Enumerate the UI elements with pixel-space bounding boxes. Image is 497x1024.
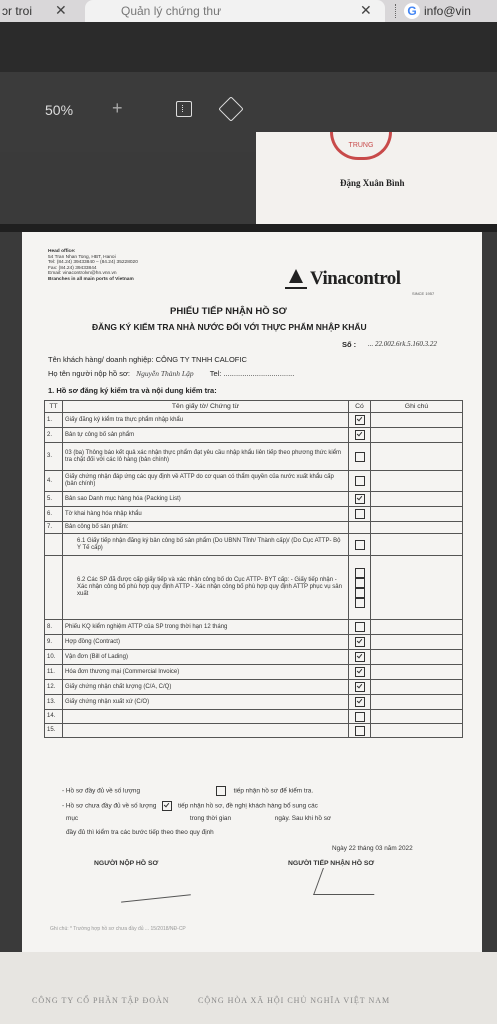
head-office-line: Fax: (84.24) 39433844 [48, 265, 97, 271]
tab-gmail[interactable] [400, 0, 497, 22]
table-row [45, 695, 463, 710]
next-page-right-header: CỘNG HÒA XÃ HỘI CHỦ NGHĨA VIỆT NAM [198, 996, 391, 1005]
table-row [45, 522, 463, 534]
table-row [45, 650, 463, 665]
checkbox-checked[interactable] [162, 801, 172, 811]
table-row [45, 492, 463, 507]
logo-since: SINCE 1957 [412, 291, 435, 296]
checkbox-checked[interactable] [355, 697, 365, 707]
tab-quan-ly-label: Quản lý chứng thư [121, 4, 222, 18]
close-icon[interactable]: ✕ [360, 2, 372, 18]
footnote-text: Ghi chú: * Trường hợp hồ sơ chưa đầy đủ ... 15/2018/NĐ-CP [50, 926, 186, 932]
row-name [63, 724, 349, 738]
row-tt: 2. [45, 428, 63, 443]
fit-page-icon[interactable] [176, 101, 192, 117]
row-name: Giấy chứng nhận xuất xứ (C/O) [63, 695, 349, 710]
row-tt: 12. [45, 680, 63, 695]
table-row [45, 635, 463, 650]
checkbox-checked[interactable] [355, 667, 365, 677]
signer-name: Đặng Xuân Bình [340, 178, 405, 188]
row-name: 6.2 Các SP đã được cấp giấy tiếp và xác nhận công bố do Cục ATTP- BYT cấp: - Giấy tiếp nhận - Xác nhận công bố phù hợp quy định ATTP - Xác nhận công bố phù hợp quy định ATTP phục vụ sản xuất [63, 556, 349, 620]
page-gap [0, 224, 497, 232]
row-tt: 1. [45, 413, 63, 428]
zoom-in-icon[interactable]: + [112, 98, 123, 118]
tab-gmail-label: info@vin [424, 4, 471, 18]
sig-left-label: NGƯỜI NỘP HỒ SƠ [94, 860, 159, 867]
row-tt: 10. [45, 650, 63, 665]
table-header-row [45, 401, 463, 413]
checkbox-checked[interactable] [355, 637, 365, 647]
document-subtitle: ĐĂNG KÝ KIỂM TRA NHÀ NƯỚC ĐỐI VỚI THỰC PHẨM NHẬP KHẨU [92, 322, 367, 332]
row-tt: 3. [45, 443, 63, 471]
submitter-value: Nguyễn Thành Lập [136, 369, 194, 378]
row-tt: 11. [45, 665, 63, 680]
checkbox-checked[interactable] [355, 494, 365, 504]
checkbox-empty[interactable] [355, 452, 365, 462]
checkbox-empty[interactable] [216, 786, 226, 796]
table-row [45, 428, 463, 443]
so-value: ... 22.002.6rk.5.160.3.22 [368, 340, 437, 348]
table-row [45, 534, 463, 556]
checkbox-empty[interactable] [355, 598, 365, 608]
submitter-label: Họ tên người nộp hồ sơ: [48, 369, 130, 378]
table-row [45, 710, 463, 724]
checkbox-empty[interactable] [355, 712, 365, 722]
col-name: Tên giấy tờ/ Chứng từ [63, 401, 349, 413]
tab-divider [395, 4, 398, 18]
so-label: Số : [342, 340, 357, 349]
logo-text: Vinacontrol [310, 268, 401, 289]
row-name [63, 710, 349, 724]
tab-previous-label: ɔr troi [2, 4, 32, 18]
table-row [45, 620, 463, 635]
row-name: 6.1 Giấy tiếp nhận đăng ký bản công bố sản phẩm (Do UBNN Tỉnh/ Thành cấp)/ (Do Cục ATTP- Bộ Y Tế cấp) [63, 534, 349, 556]
note-items [66, 815, 331, 822]
head-office-line: Branches in all main ports of Vietnam [48, 276, 134, 282]
row-name: Giấy chứng nhận đáp ứng các quy định về ATTP do cơ quan có thẩm quyền của nước xuất khẩu cấp (bản chính) [63, 471, 349, 492]
head-office-line: Email: vinacontrolvn@hn.vnn.vn [48, 271, 117, 277]
checkbox-empty[interactable] [355, 588, 365, 598]
tab-previous[interactable] [0, 0, 77, 22]
date-line: Ngày 22 tháng 03 năm 2022 [332, 845, 413, 852]
note1b: tiếp nhận hồ sơ để kiểm tra. [233, 787, 314, 795]
checkbox-checked[interactable] [355, 682, 365, 692]
table-row [45, 724, 463, 738]
table-row [45, 443, 463, 471]
logo-mark-icon [285, 269, 307, 289]
note2b: tiếp nhận hồ sơ, đề nghị khách hàng bổ sung các [177, 802, 318, 810]
row-tt: 7. [45, 522, 63, 534]
row-name: Giấy chứng nhận chất lượng (C/A, C/Q) [63, 680, 349, 695]
row-tt: 4. [45, 471, 63, 492]
row-name: Bản tự công bố sản phẩm [63, 428, 349, 443]
row-tt: 5. [45, 492, 63, 507]
table-row [45, 471, 463, 492]
head-office-line: 54 Tran Nhan Tong, HBT, Hanoi [48, 254, 116, 260]
note2a: - Hồ sơ chưa đầy đủ về số lượng [62, 802, 157, 810]
sig-right-label: NGƯỜI TIẾP NHẬN HỒ SƠ [288, 860, 375, 867]
checkbox-empty[interactable] [355, 578, 365, 588]
head-office-line: Tel: (84.24) 39433840 – (84.24) 35228020 [48, 260, 138, 266]
note-complete [62, 786, 313, 796]
seal-text: TRUNG [348, 142, 374, 149]
table-row [45, 680, 463, 695]
row-name: Hợp đồng (Contract) [63, 635, 349, 650]
checkbox-checked[interactable] [355, 430, 365, 440]
next-page [0, 952, 497, 1024]
tel-dots: .................................. [223, 369, 295, 378]
head-office-block [48, 249, 138, 283]
row-tt [45, 556, 63, 620]
note3a: mục [66, 815, 79, 822]
section-heading: 1. Hồ sơ đăng ký kiểm tra và nội dung kiểm tra: [48, 386, 217, 395]
row-name: Giấy đăng ký kiểm tra thực phẩm nhập khẩu [63, 413, 349, 428]
google-icon: G [404, 3, 420, 19]
customer-value: CÔNG TY TNHH CALOFIC [155, 355, 247, 364]
close-icon[interactable]: ✕ [55, 2, 67, 18]
row-name: Phiếu KQ kiểm nghiệm ATTP của SP trong thời hạn 12 tháng [63, 620, 349, 635]
checkbox-empty[interactable] [355, 540, 365, 550]
row-name: Tờ khai hàng hóa nhập khẩu [63, 507, 349, 522]
table-row [45, 413, 463, 428]
row-name: 03 (ba) Thông báo kết quả xác nhận thực phẩm đạt yêu cầu nhập khẩu liên tiếp theo phương thức kiểm tra chặt đối với các lô hàng (bản chính) [63, 443, 349, 471]
row-name: Bản công bố sản phẩm: [63, 522, 349, 534]
col-tt: TT [45, 401, 63, 413]
checkbox-empty[interactable] [355, 476, 365, 486]
row-name: Vận đơn (Bill of Lading) [63, 650, 349, 665]
checkbox-empty[interactable] [355, 622, 365, 632]
checkbox-checked[interactable] [355, 415, 365, 425]
note-incomplete [62, 801, 318, 811]
note3c: ngày. Sau khi hồ sơ [274, 815, 332, 822]
row-tt: 15. [45, 724, 63, 738]
table-row [45, 556, 463, 620]
customer-label: Tên khách hàng/ doanh nghiệp: [48, 355, 154, 364]
customer-line [48, 355, 247, 364]
document-title: PHIẾU TIẾP NHẬN HỒ SƠ [170, 306, 287, 317]
vinacontrol-logo [285, 268, 401, 290]
table-row [45, 665, 463, 680]
row-name: Hóa đơn thương mại (Commercial Invoice) [63, 665, 349, 680]
tab-quan-ly-chung-thu[interactable] [85, 0, 385, 22]
submitter-line [48, 369, 294, 378]
checkbox-checked[interactable] [355, 652, 365, 662]
row-tt: 14. [45, 710, 63, 724]
row-tt: 6. [45, 507, 63, 522]
checkbox-empty[interactable] [355, 726, 365, 736]
col-co: Có [349, 401, 371, 413]
zoom-level[interactable]: 50% [45, 102, 74, 118]
row-tt: 8. [45, 620, 63, 635]
note3b: trong thời gian [189, 815, 231, 822]
table-row [45, 507, 463, 522]
row-name: Bản sao Danh mục hàng hóa (Packing List) [63, 492, 349, 507]
signature-right [313, 868, 384, 895]
document-checklist-table [44, 400, 463, 738]
tel-label: Tel: [209, 369, 222, 378]
viewer-header [0, 22, 497, 72]
checkbox-empty[interactable] [355, 509, 365, 519]
col-note: Ghi chú [371, 401, 463, 413]
note1a: - Hồ sơ đầy đủ về số lượng [62, 787, 141, 795]
note4: đầy đủ thì kiểm tra các bước tiếp theo theo quy định [66, 829, 214, 836]
next-page-left-header: CÔNG TY CỔ PHẦN TẬP ĐOÀN [32, 996, 170, 1005]
browser-tab-bar [0, 0, 497, 22]
head-office-line: Head office: [48, 249, 76, 254]
row-tt: 9. [45, 635, 63, 650]
row-tt: 13. [45, 695, 63, 710]
checkbox-empty[interactable] [355, 568, 365, 578]
row-tt [45, 534, 63, 556]
